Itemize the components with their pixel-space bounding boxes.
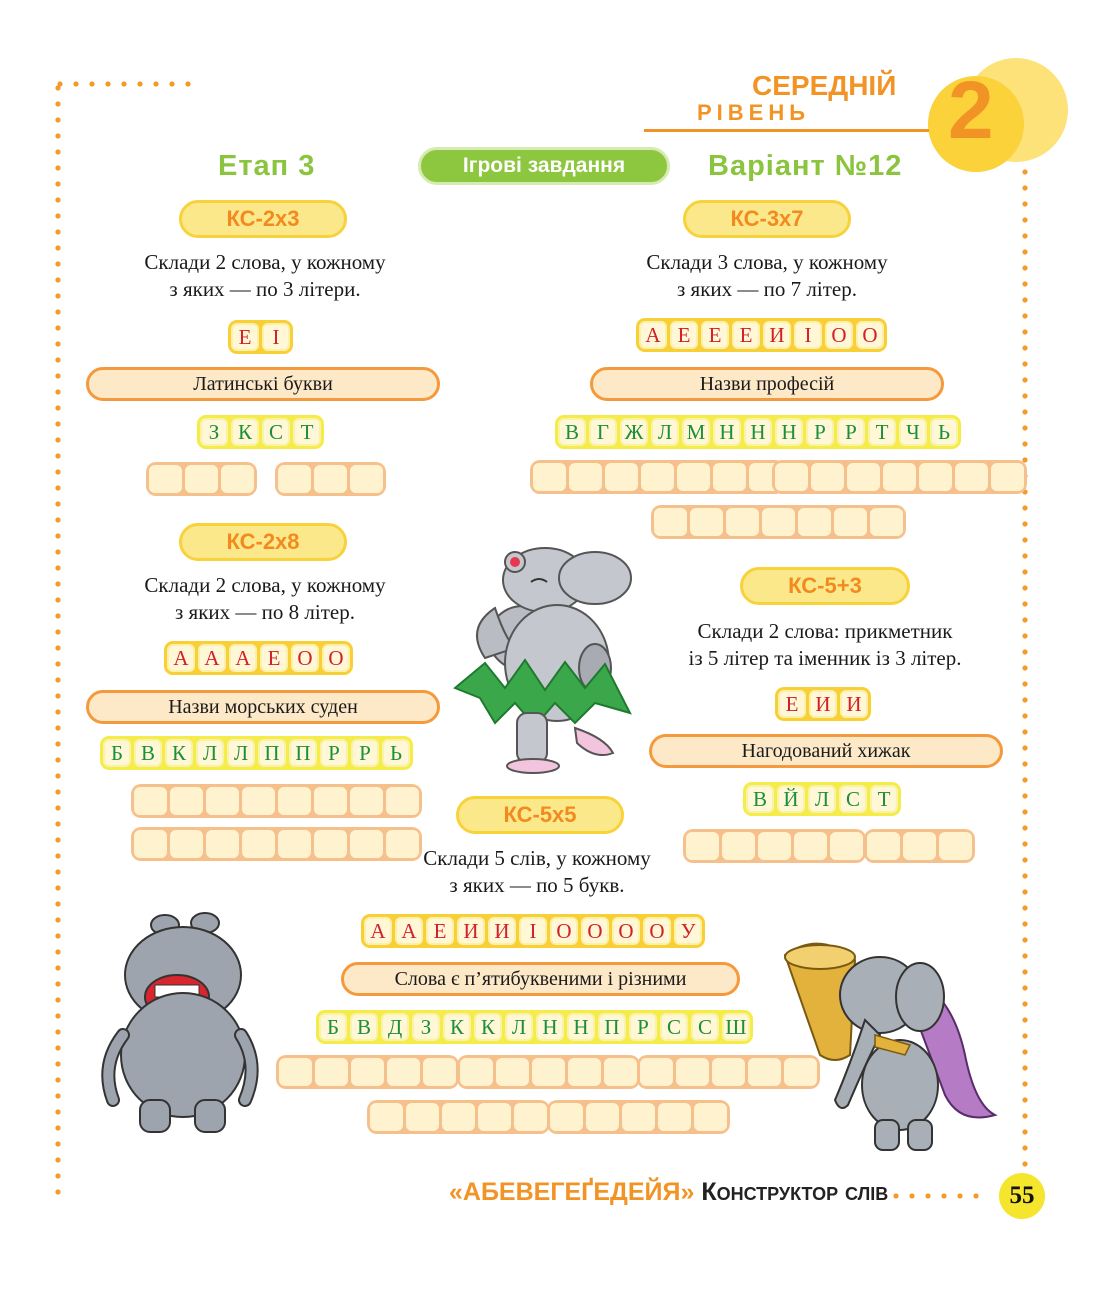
task5-vowels — [361, 914, 705, 948]
letter-tile: С — [660, 1013, 688, 1041]
task3-vowels — [164, 641, 353, 675]
letter-tile: О — [825, 321, 853, 349]
task1-code: КС-2х3 — [179, 200, 347, 238]
answer-cell[interactable] — [496, 1058, 529, 1086]
answer-cell[interactable] — [847, 463, 880, 491]
answer-cell[interactable] — [278, 787, 311, 815]
answer-cell[interactable] — [423, 1058, 456, 1086]
letter-tile: А — [639, 321, 667, 349]
answer-cell[interactable] — [478, 1103, 511, 1131]
letter-tile: В — [558, 418, 586, 446]
letter-tile: К — [231, 418, 259, 446]
answer-cell[interactable] — [221, 465, 254, 493]
task5-answer-2[interactable] — [457, 1055, 640, 1089]
task4-answer-1[interactable] — [683, 829, 866, 863]
answer-cell[interactable] — [206, 830, 239, 858]
letter-tile: Ь — [930, 418, 958, 446]
answer-cell[interactable] — [677, 463, 710, 491]
answer-cell[interactable] — [758, 832, 791, 860]
task3-topic: Назви морських суден — [86, 690, 440, 724]
letter-tile: О — [291, 644, 319, 672]
letter-tile: Р — [837, 418, 865, 446]
letter-tile: І — [794, 321, 822, 349]
answer-cell[interactable] — [798, 508, 831, 536]
letter-tile: В — [350, 1013, 378, 1041]
letter-tile: Т — [870, 785, 898, 813]
task5-answer-5[interactable] — [547, 1100, 730, 1134]
letter-tile: В — [746, 785, 774, 813]
answer-cell[interactable] — [726, 508, 759, 536]
answer-cell[interactable] — [722, 832, 755, 860]
letter-tile: Д — [381, 1013, 409, 1041]
letter-tile: С — [262, 418, 290, 446]
letter-tile: Л — [196, 739, 224, 767]
task2-answer-3[interactable] — [651, 505, 906, 539]
answer-cell[interactable] — [170, 830, 203, 858]
answer-cell[interactable] — [748, 1058, 781, 1086]
task4-topic: Нагодований хижак — [649, 734, 1003, 768]
letter-tile: Р — [351, 739, 379, 767]
letter-tile: О — [550, 917, 578, 945]
dotted-border-right — [1021, 148, 1029, 1168]
answer-cell[interactable] — [762, 508, 795, 536]
letter-tile: Н — [536, 1013, 564, 1041]
letter-tile: И — [840, 690, 868, 718]
level-line2: РІВЕНЬ — [697, 100, 811, 125]
answer-cell[interactable] — [870, 508, 903, 536]
task4-vowels — [775, 687, 871, 721]
task4-instruction: Склади 2 слова: прикметник із 5 літер та іменник із 3 літер. — [688, 619, 962, 670]
letter-tile: Е — [231, 323, 259, 351]
task1-answer-1[interactable] — [146, 462, 257, 496]
letter-tile: З — [412, 1013, 440, 1041]
answer-cell[interactable] — [694, 1103, 727, 1131]
answer-cell[interactable] — [658, 1103, 691, 1131]
letter-tile: Т — [293, 418, 321, 446]
answer-cell[interactable] — [775, 463, 808, 491]
answer-cell[interactable] — [314, 465, 347, 493]
answer-cell[interactable] — [350, 787, 383, 815]
answer-cell[interactable] — [811, 463, 844, 491]
letter-tile: И — [457, 917, 485, 945]
answer-cell[interactable] — [605, 463, 638, 491]
answer-cell[interactable] — [387, 1058, 420, 1086]
answer-cell[interactable] — [460, 1058, 493, 1086]
level-badge — [928, 58, 1068, 168]
answer-cell[interactable] — [640, 1058, 673, 1086]
letter-tile: Г — [589, 418, 617, 446]
letter-tile: З — [200, 418, 228, 446]
answer-cell[interactable] — [386, 787, 419, 815]
letter-tile: О — [612, 917, 640, 945]
footer-title — [449, 1178, 888, 1207]
task5-consonants — [316, 1010, 753, 1044]
answer-cell[interactable] — [991, 463, 1024, 491]
letter-tile: Ч — [899, 418, 927, 446]
task4-consonants — [743, 782, 901, 816]
letter-tile: Н — [775, 418, 803, 446]
answer-cell[interactable] — [170, 787, 203, 815]
level-line1: СЕРЕДНІЙ — [752, 70, 897, 101]
answer-cell[interactable] — [550, 1103, 583, 1131]
answer-cell[interactable] — [690, 508, 723, 536]
letter-tile: И — [809, 690, 837, 718]
task1-answer-2[interactable] — [275, 462, 386, 496]
answer-cell[interactable] — [185, 465, 218, 493]
footer-brand: «АБЕВЕГЕҐЕДЕЙЯ» — [449, 1178, 695, 1206]
answer-cell[interactable] — [134, 787, 167, 815]
letter-tile: Е — [426, 917, 454, 945]
task2-consonants — [555, 415, 961, 449]
letter-tile: Т — [868, 418, 896, 446]
answer-cell[interactable] — [406, 1103, 439, 1131]
letter-tile: І — [262, 323, 290, 351]
task5-instruction: Склади 5 слів, у кожному з яких — по 5 букв. — [423, 846, 651, 897]
answer-cell[interactable] — [351, 1058, 384, 1086]
answer-cell[interactable] — [569, 463, 602, 491]
letter-tile: К — [165, 739, 193, 767]
letter-tile: А — [395, 917, 423, 945]
answer-cell[interactable] — [867, 832, 900, 860]
answer-cell[interactable] — [794, 832, 827, 860]
task4-answer-2[interactable] — [864, 829, 975, 863]
header-rule — [644, 129, 929, 132]
answer-cell[interactable] — [514, 1103, 547, 1131]
task2-instruction: Склади 3 слова, у кожному з яких — по 7 літер. — [646, 250, 888, 301]
letter-tile: П — [258, 739, 286, 767]
answer-cell[interactable] — [370, 1103, 403, 1131]
dotted-border-bottom — [888, 1192, 988, 1200]
letter-tile: Р — [629, 1013, 657, 1041]
answer-cell[interactable] — [903, 832, 936, 860]
letter-tile: А — [229, 644, 257, 672]
task2-vowels — [636, 318, 887, 352]
letter-tile: О — [322, 644, 350, 672]
letter-tile: П — [598, 1013, 626, 1041]
letter-tile: У — [674, 917, 702, 945]
task2-topic: Назви професій — [590, 367, 944, 401]
letter-tile: Е — [778, 690, 806, 718]
letter-tile: К — [474, 1013, 502, 1041]
answer-cell[interactable] — [919, 463, 952, 491]
games-label: Ігрові завдання — [418, 147, 670, 185]
task2-code: КС-3х7 — [683, 200, 851, 238]
letter-tile: Ш — [722, 1013, 750, 1041]
answer-cell[interactable] — [654, 508, 687, 536]
stage-title: Етап 3 — [218, 150, 316, 182]
answer-cell[interactable] — [134, 830, 167, 858]
answer-cell[interactable] — [622, 1103, 655, 1131]
letter-tile: О — [581, 917, 609, 945]
answer-cell[interactable] — [883, 463, 916, 491]
footer-series: Конструктор слів — [701, 1178, 889, 1206]
variant-title: Варіант №12 — [708, 150, 903, 182]
letter-tile: Ж — [620, 418, 648, 446]
answer-cell[interactable] — [314, 787, 347, 815]
letter-tile: А — [167, 644, 195, 672]
answer-cell[interactable] — [350, 465, 383, 493]
letter-tile: С — [691, 1013, 719, 1041]
answer-cell[interactable] — [641, 463, 674, 491]
answer-cell[interactable] — [315, 1058, 348, 1086]
letter-tile: Е — [701, 321, 729, 349]
letter-tile: Л — [505, 1013, 533, 1041]
answer-cell[interactable] — [834, 508, 867, 536]
letter-tile: Н — [744, 418, 772, 446]
letter-tile: Л — [227, 739, 255, 767]
letter-tile: Н — [713, 418, 741, 446]
letter-tile: А — [198, 644, 226, 672]
dotted-border-left — [54, 80, 62, 1198]
letter-tile: И — [488, 917, 516, 945]
letter-tile: А — [364, 917, 392, 945]
task1-consonants — [197, 415, 324, 449]
task1-vowels — [228, 320, 293, 354]
answer-cell[interactable] — [149, 465, 182, 493]
task5-answer-1[interactable] — [276, 1055, 459, 1089]
answer-cell[interactable] — [533, 463, 566, 491]
answer-cell[interactable] — [713, 463, 746, 491]
task5-answer-4[interactable] — [367, 1100, 550, 1134]
letter-tile: Р — [320, 739, 348, 767]
letter-tile: Р — [806, 418, 834, 446]
task4-code: КС-5+3 — [740, 567, 910, 605]
letter-tile: М — [682, 418, 710, 446]
task3-answer-1[interactable] — [131, 784, 422, 818]
letter-tile: Е — [670, 321, 698, 349]
letter-tile: Б — [103, 739, 131, 767]
page-number: 55 — [1009, 1182, 1035, 1209]
task5-code: КС-5х5 — [456, 796, 624, 834]
task3-code: КС-2х8 — [179, 523, 347, 561]
letter-tile: Л — [651, 418, 679, 446]
answer-cell[interactable] — [676, 1058, 709, 1086]
hippo-laughing-illustration — [95, 905, 265, 1140]
answer-cell[interactable] — [568, 1058, 601, 1086]
task2-answer-2[interactable] — [772, 460, 1027, 494]
answer-cell[interactable] — [279, 1058, 312, 1086]
letter-tile: Н — [567, 1013, 595, 1041]
task2-answer-1[interactable] — [530, 460, 785, 494]
answer-cell[interactable] — [712, 1058, 745, 1086]
letter-tile: О — [643, 917, 671, 945]
hippo-dancer-illustration — [445, 538, 645, 778]
letter-tile: В — [134, 739, 162, 767]
elephant-tuba-illustration — [780, 935, 1005, 1160]
answer-cell[interactable] — [278, 830, 311, 858]
letter-tile: Ь — [382, 739, 410, 767]
letter-tile: К — [443, 1013, 471, 1041]
dotted-border-top — [52, 80, 196, 88]
page-number-badge — [999, 1173, 1045, 1219]
answer-cell[interactable] — [586, 1103, 619, 1131]
task3-consonants — [100, 736, 413, 770]
letter-tile: Й — [777, 785, 805, 813]
answer-cell[interactable] — [242, 787, 275, 815]
answer-cell[interactable] — [442, 1103, 475, 1131]
letter-tile: П — [289, 739, 317, 767]
answer-cell[interactable] — [242, 830, 275, 858]
level-number: 2 — [948, 65, 994, 156]
letter-tile: І — [519, 917, 547, 945]
letter-tile: С — [839, 785, 867, 813]
task3-instruction: Склади 2 слова, у кожному з яких — по 8 літер. — [144, 573, 386, 624]
letter-tile: Е — [732, 321, 760, 349]
letter-tile: О — [856, 321, 884, 349]
answer-cell[interactable] — [830, 832, 863, 860]
letter-tile: Л — [808, 785, 836, 813]
letter-tile: Е — [260, 644, 288, 672]
task1-topic: Латинські букви — [86, 367, 440, 401]
task1-instruction: Склади 2 слова, у кожному з яких — по 3 літери. — [144, 250, 386, 301]
answer-cell[interactable] — [532, 1058, 565, 1086]
letter-tile: Б — [319, 1013, 347, 1041]
answer-cell[interactable] — [278, 465, 311, 493]
answer-cell[interactable] — [939, 832, 972, 860]
answer-cell[interactable] — [955, 463, 988, 491]
answer-cell[interactable] — [604, 1058, 637, 1086]
answer-cell[interactable] — [314, 830, 347, 858]
task5-topic: Слова є п’ятибуквеними і різними — [341, 962, 740, 996]
letter-tile: И — [763, 321, 791, 349]
answer-cell[interactable] — [206, 787, 239, 815]
